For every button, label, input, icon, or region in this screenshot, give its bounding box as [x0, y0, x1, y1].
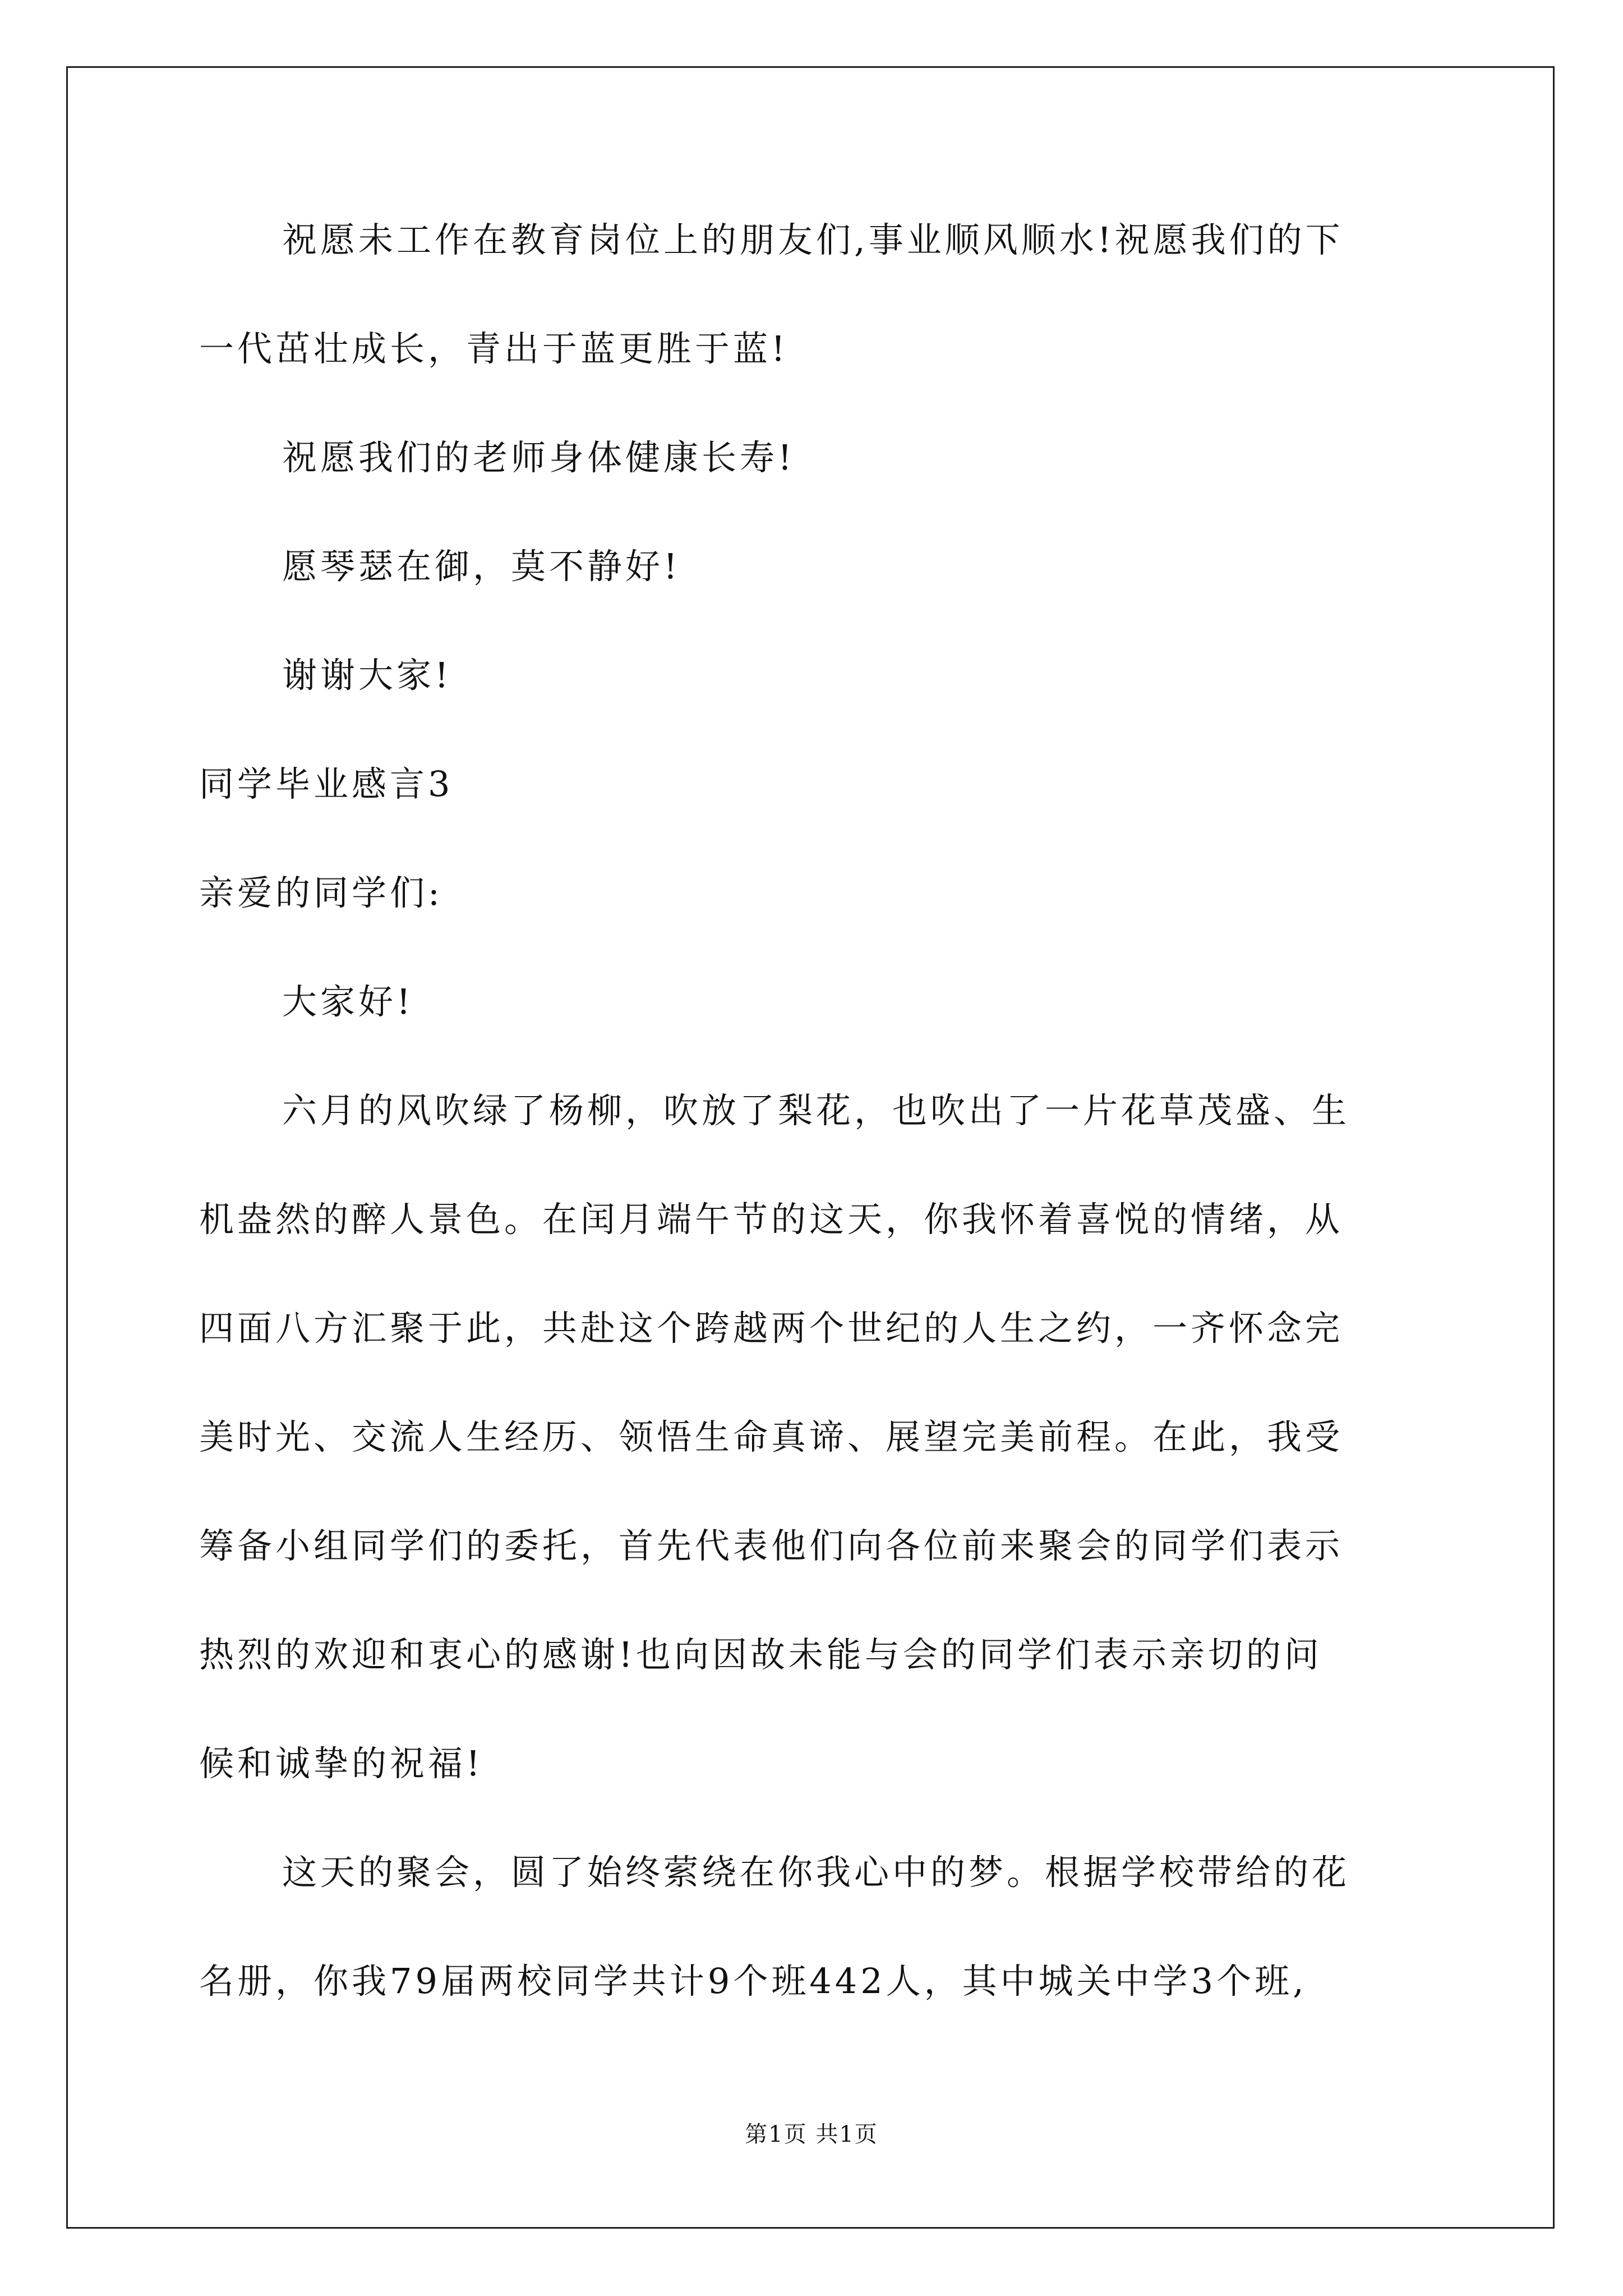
page-border	[66, 66, 1555, 2229]
paragraph-line: 名册，你我79届两校同学共计9个班442人，其中城关中学3个班,	[199, 1961, 1307, 2001]
paragraph-line: 四面八方汇聚于此，共赴这个跨越两个世纪的人生之约，一齐怀念完	[199, 1308, 1344, 1349]
salutation-line: 亲爱的同学们:	[199, 872, 443, 913]
paragraph-line: 谢谢大家!	[282, 655, 452, 696]
paragraph-line: 祝愿未工作在教育岗位上的朋友们,事业顺风顺水!祝愿我们的下	[282, 219, 1344, 260]
paragraph-line: 热烈的欢迎和衷心的感谢!也向因故未能与会的同学们表示亲切的问	[199, 1634, 1322, 1675]
paragraph-line: 候和诚挚的祝福!	[199, 1743, 483, 1784]
paragraph-line: 大家好!	[282, 981, 414, 1022]
paragraph-line: 一代茁壮成长，青出于蓝更胜于蓝!	[199, 328, 789, 369]
paragraph-line: 这天的聚会，圆了始终萦绕在你我心中的梦。根据学校带给的花	[282, 1852, 1350, 1893]
paragraph-line: 美时光、交流人生经历、领悟生命真谛、展望完美前程。在此，我受	[199, 1416, 1344, 1457]
section-heading: 同学毕业感言3	[199, 763, 454, 804]
paragraph-line: 机盎然的醉人景色。在闰月端午节的这天，你我怀着喜悦的情绪，从	[199, 1199, 1344, 1240]
paragraph-line: 愿琴瑟在御，莫不静好!	[282, 546, 681, 587]
paragraph-line: 祝愿我们的老师身体健康长寿!	[282, 437, 795, 478]
paragraph-line: 六月的风吹绿了杨柳，吹放了梨花，也吹出了一片花草茂盛、生	[282, 1090, 1350, 1131]
paragraph-line: 筹备小组同学们的委托，首先代表他们向各位前来聚会的同学们表示	[199, 1525, 1344, 1566]
page-footer: 第1页 共1页	[745, 2122, 878, 2147]
